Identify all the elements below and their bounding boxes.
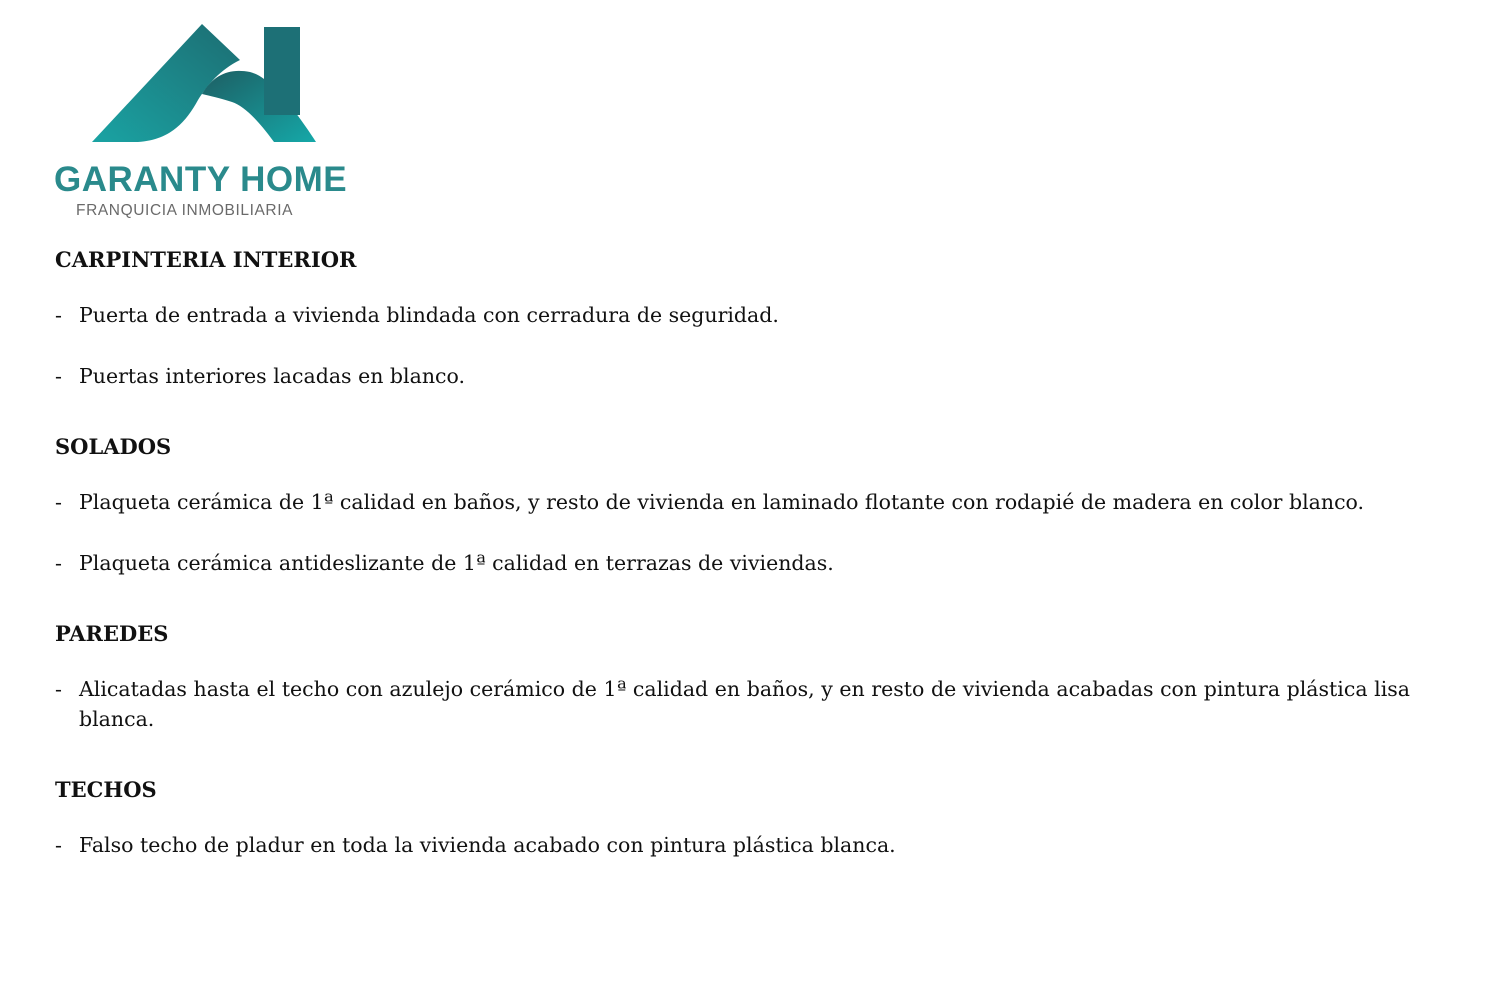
- item-list: [55, 300, 1410, 391]
- item-list: [55, 674, 1410, 734]
- brand-logo: [54, 22, 364, 222]
- list-item: [55, 300, 1410, 330]
- house-roof-logo-icon: [90, 22, 340, 144]
- list-item-text: Plaqueta cerámica de 1ª calidad en baños, y resto de vivienda en laminado flotante con rodapié de madera en color blanco.: [79, 490, 1365, 514]
- list-item: [55, 674, 1410, 734]
- bullet-dash: -: [55, 303, 62, 327]
- section-solados: [55, 431, 1410, 578]
- list-item: [55, 487, 1410, 517]
- document-body: [55, 244, 1410, 860]
- section-carpinteria-interior: [55, 244, 1410, 391]
- section-title: PAREDES: [55, 621, 169, 646]
- bullet-dash: -: [55, 364, 62, 388]
- list-item-text: Falso techo de pladur en toda la vivienda acabado con pintura plástica blanca.: [79, 833, 896, 857]
- list-item: [55, 548, 1410, 578]
- bullet-dash: -: [55, 490, 62, 514]
- section-title: TECHOS: [55, 777, 157, 802]
- bullet-dash: -: [55, 677, 62, 701]
- section-techos: [55, 774, 1410, 860]
- brand-tagline: FRANQUICIA INMOBILIARIA: [76, 202, 294, 219]
- section-paredes: [55, 618, 1410, 734]
- list-item: [55, 830, 1410, 860]
- list-item-text: Plaqueta cerámica antideslizante de 1ª calidad en terrazas de viviendas.: [79, 551, 834, 575]
- list-item-text: Puerta de entrada a vivienda blindada con cerradura de seguridad.: [79, 303, 779, 327]
- bullet-dash: -: [55, 551, 62, 575]
- item-list: [55, 830, 1410, 860]
- section-title: CARPINTERIA INTERIOR: [55, 247, 357, 272]
- item-list: [55, 487, 1410, 578]
- brand-name: GARANTY HOME: [54, 160, 348, 199]
- section-title: SOLADOS: [55, 434, 172, 459]
- list-item: [55, 361, 1410, 391]
- list-item-text: Puertas interiores lacadas en blanco.: [79, 364, 466, 388]
- list-item-text: Alicatadas hasta el techo con azulejo cerámico de 1ª calidad en baños, y en resto de vivienda acabadas con pintura plástica lisa blanca.: [79, 677, 1410, 731]
- bullet-dash: -: [55, 833, 62, 857]
